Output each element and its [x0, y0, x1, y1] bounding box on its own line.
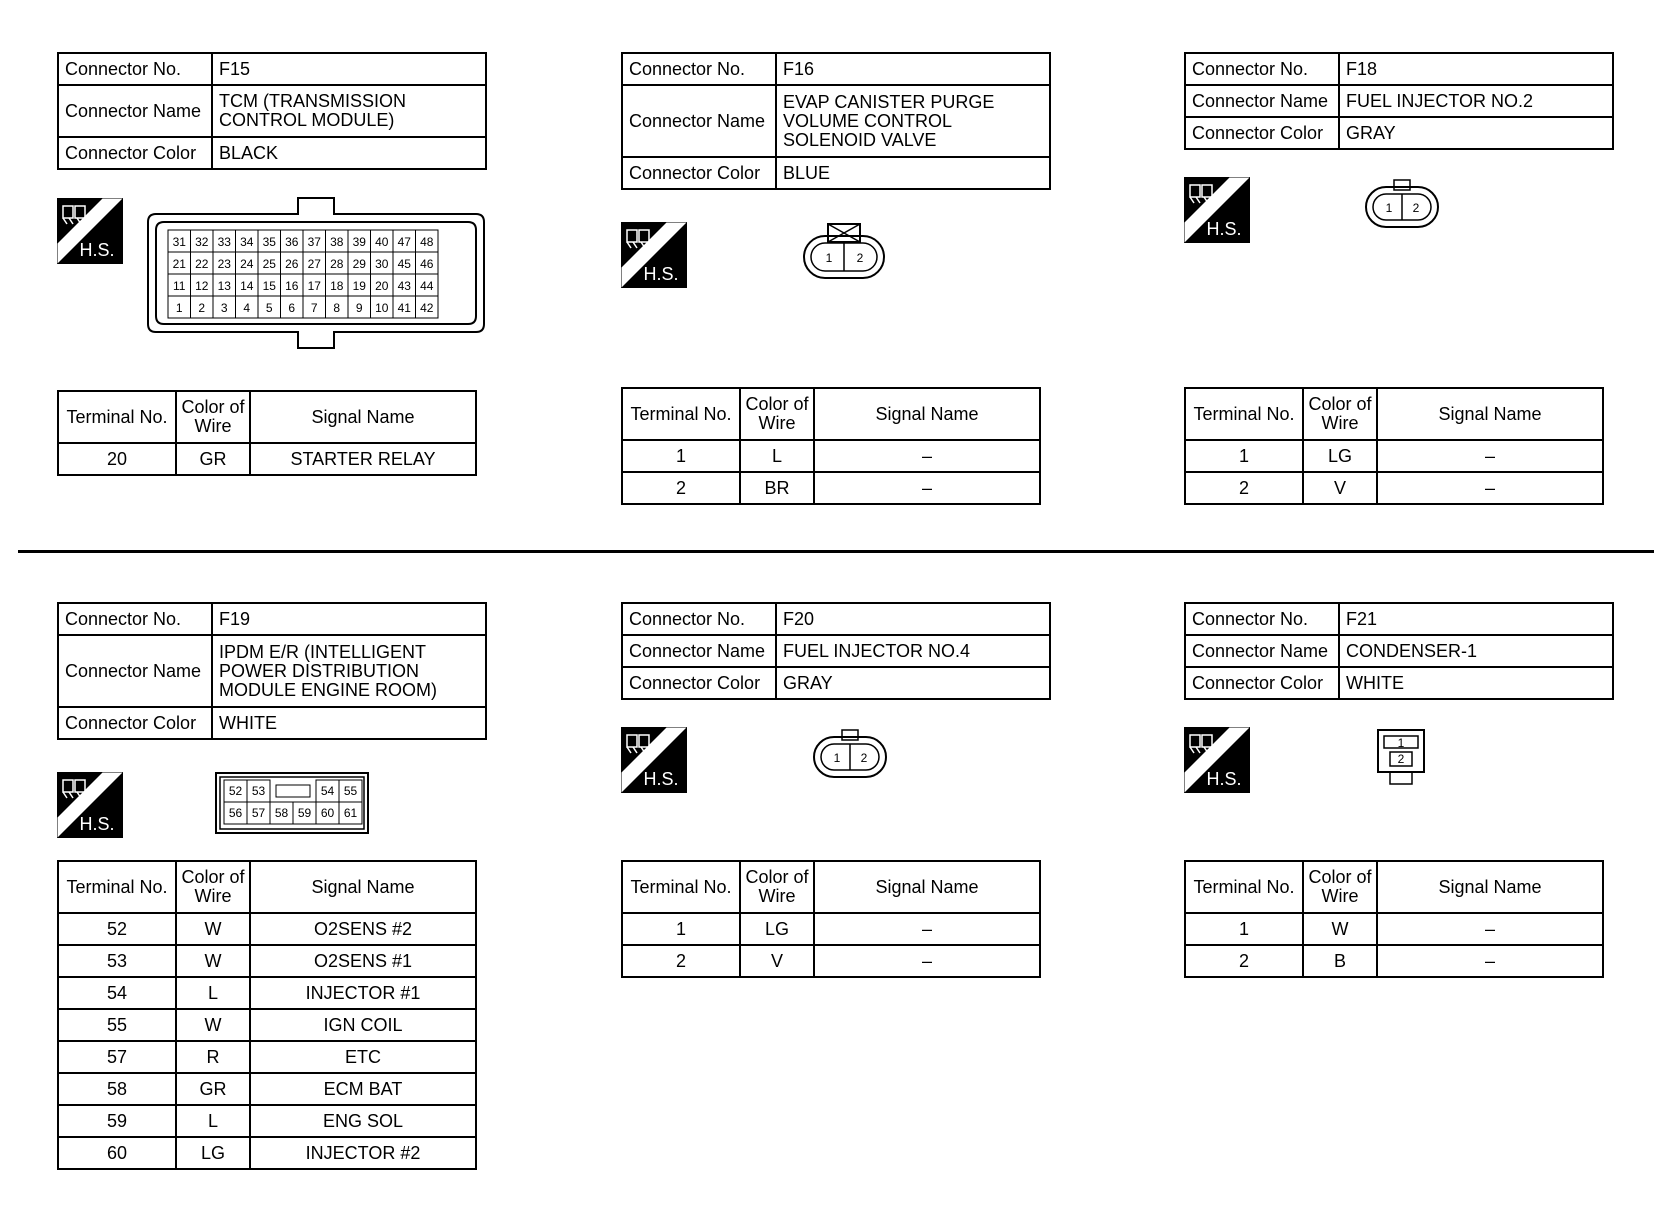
pin-label: 23 [217, 257, 231, 271]
header-signal: Signal Name [1377, 861, 1603, 913]
pin-label: 27 [307, 257, 321, 271]
terminal-table-f16 [621, 387, 1041, 505]
pin-label: 28 [330, 257, 344, 271]
header-terminal: Terminal No. [622, 861, 740, 913]
connector-color: BLUE [776, 157, 1050, 189]
label-connector-no: Connector No. [1185, 53, 1339, 85]
terminal-no: 1 [622, 440, 740, 472]
pin-label: 20 [375, 279, 389, 293]
signal-name: ECM BAT [250, 1073, 476, 1105]
pin-label: 11 [173, 279, 186, 293]
pin-label: 18 [330, 279, 344, 293]
signal-name: – [1377, 472, 1603, 504]
connector-no: F20 [776, 603, 1050, 635]
harness-side-icon [1184, 177, 1250, 243]
wire-color: LG [176, 1137, 250, 1169]
f16-connector-diagram [802, 222, 888, 282]
f15-connector-diagram [146, 196, 486, 356]
pin-label: 52 [228, 784, 243, 798]
pin-label: 12 [195, 279, 209, 293]
pin-label: 26 [285, 257, 299, 271]
pin-label: 9 [355, 301, 363, 315]
table-row [622, 913, 1040, 945]
header-color: Color of Wire [176, 391, 250, 443]
label-connector-no: Connector No. [58, 603, 212, 635]
pin-label: 54 [320, 784, 335, 798]
terminal-no: 52 [58, 913, 176, 945]
hs-label: H.S. [79, 240, 115, 260]
wire-color: LG [1303, 440, 1377, 472]
header-signal: Signal Name [814, 388, 1040, 440]
pin-label: 14 [240, 279, 254, 293]
label-connector-name: Connector Name [1185, 85, 1339, 117]
pin-label: 46 [420, 257, 434, 271]
hs-label: H.S. [1206, 219, 1242, 239]
pin-label: 57 [251, 806, 266, 820]
terminal-no: 1 [622, 913, 740, 945]
wire-color: B [1303, 945, 1377, 977]
pin-1-label: 1 [825, 251, 833, 265]
pin-label: 22 [195, 257, 209, 271]
connector-name: TCM (TRANSMISSION CONTROL MODULE) [212, 85, 486, 137]
harness-side-icon [57, 772, 123, 838]
header-color: Color of Wire [1303, 388, 1377, 440]
hs-label: H.S. [1206, 769, 1242, 789]
signal-name: O2SENS #1 [250, 945, 476, 977]
wire-color: R [176, 1041, 250, 1073]
header-terminal: Terminal No. [58, 861, 176, 913]
pin-label: 29 [352, 257, 366, 271]
header-terminal: Terminal No. [622, 388, 740, 440]
header-signal: Signal Name [814, 861, 1040, 913]
terminal-table-f18 [1184, 387, 1604, 505]
connector-color: WHITE [1339, 667, 1613, 699]
table-row [58, 913, 476, 945]
pin-label: 1 [175, 301, 183, 315]
signal-name: O2SENS #2 [250, 913, 476, 945]
connector-name: FUEL INJECTOR NO.2 [1339, 85, 1613, 117]
pin-label: 40 [375, 235, 389, 249]
connector-f21 [1184, 602, 1614, 700]
terminal-no: 53 [58, 945, 176, 977]
wire-color: V [1303, 472, 1377, 504]
f21-connector-diagram [1376, 728, 1426, 786]
terminal-no: 1 [1185, 913, 1303, 945]
terminal-no: 1 [1185, 440, 1303, 472]
signal-name: – [814, 945, 1040, 977]
label-connector-no: Connector No. [1185, 603, 1339, 635]
label-connector-name: Connector Name [622, 85, 776, 157]
signal-name: – [1377, 945, 1603, 977]
pin-label: 17 [307, 279, 321, 293]
terminal-no: 60 [58, 1137, 176, 1169]
pin-label: 53 [251, 784, 266, 798]
connector-name: FUEL INJECTOR NO.4 [776, 635, 1050, 667]
hs-label: H.S. [643, 769, 679, 789]
pin-1-label: 1 [1385, 201, 1393, 215]
label-connector-no: Connector No. [622, 53, 776, 85]
table-row [58, 1137, 476, 1169]
connector-no: F21 [1339, 603, 1613, 635]
table-row [58, 1041, 476, 1073]
harness-side-icon [621, 727, 687, 793]
header-terminal: Terminal No. [58, 391, 176, 443]
pin-label: 44 [420, 279, 434, 293]
signal-name: ETC [250, 1041, 476, 1073]
connector-color: GRAY [776, 667, 1050, 699]
header-color: Color of Wire [740, 388, 814, 440]
terminal-table-f19 [57, 860, 477, 1170]
wire-color: W [176, 913, 250, 945]
wire-color: W [176, 1009, 250, 1041]
label-connector-name: Connector Name [1185, 635, 1339, 667]
connector-f18 [1184, 52, 1614, 150]
pin-label: 16 [285, 279, 299, 293]
connector-color: WHITE [212, 707, 486, 739]
pin-2-label: 2 [1397, 752, 1405, 766]
pin-label: 36 [285, 235, 299, 249]
pin-label: 24 [240, 257, 254, 271]
wire-color: W [1303, 913, 1377, 945]
wire-color: GR [176, 443, 250, 475]
label-connector-color: Connector Color [622, 157, 776, 189]
harness-side-icon [621, 222, 687, 288]
header-signal: Signal Name [1377, 388, 1603, 440]
f18-connector-diagram [1364, 178, 1440, 230]
terminal-no: 54 [58, 977, 176, 1009]
header-color: Color of Wire [740, 861, 814, 913]
connector-no: F16 [776, 53, 1050, 85]
label-connector-color: Connector Color [58, 137, 212, 169]
pin-label: 45 [397, 257, 411, 271]
table-row [1185, 913, 1603, 945]
terminal-no: 58 [58, 1073, 176, 1105]
table-row [58, 945, 476, 977]
wire-color: BR [740, 472, 814, 504]
header-signal: Signal Name [250, 861, 476, 913]
pin-label: 5 [265, 301, 273, 315]
pin-label: 10 [375, 301, 389, 315]
pin-label: 15 [262, 279, 276, 293]
signal-name: – [814, 913, 1040, 945]
pin-label: 25 [262, 257, 276, 271]
pin-label: 2 [198, 301, 206, 315]
pin-label: 30 [375, 257, 389, 271]
connector-color: GRAY [1339, 117, 1613, 149]
f19-connector-diagram [215, 772, 369, 834]
signal-name: – [814, 440, 1040, 472]
table-row [58, 977, 476, 1009]
terminal-table-f15 [57, 390, 477, 476]
wire-color: L [176, 1105, 250, 1137]
connector-f20 [621, 602, 1051, 700]
pin-label: 47 [397, 235, 411, 249]
connector-name: EVAP CANISTER PURGE VOLUME CONTROL SOLENOID VALVE [776, 85, 1050, 157]
pin-label: 43 [397, 279, 411, 293]
connector-f15 [57, 52, 487, 170]
pin-label: 4 [243, 301, 251, 315]
pin-label: 35 [262, 235, 276, 249]
table-row [1185, 440, 1603, 472]
connector-name: CONDENSER-1 [1339, 635, 1613, 667]
table-row [58, 1073, 476, 1105]
wire-color: V [740, 945, 814, 977]
pin-label: 55 [343, 784, 358, 798]
pin-label: 58 [274, 806, 289, 820]
signal-name: – [1377, 913, 1603, 945]
label-connector-color: Connector Color [622, 667, 776, 699]
label-connector-color: Connector Color [1185, 667, 1339, 699]
f20-connector-diagram [812, 728, 888, 780]
pin-label: 21 [172, 257, 186, 271]
label-connector-no: Connector No. [622, 603, 776, 635]
pin-label: 61 [343, 806, 358, 820]
pin-label: 60 [320, 806, 335, 820]
table-row [622, 440, 1040, 472]
terminal-no: 2 [1185, 472, 1303, 504]
pin-label: 6 [288, 301, 296, 315]
terminal-no: 2 [1185, 945, 1303, 977]
pin-label: 59 [297, 806, 312, 820]
pin-label: 37 [307, 235, 321, 249]
header-terminal: Terminal No. [1185, 388, 1303, 440]
label-connector-name: Connector Name [58, 85, 212, 137]
pin-label: 41 [397, 301, 411, 315]
label-connector-no: Connector No. [58, 53, 212, 85]
table-row [58, 1105, 476, 1137]
label-connector-color: Connector Color [58, 707, 212, 739]
terminal-no: 59 [58, 1105, 176, 1137]
terminal-no: 55 [58, 1009, 176, 1041]
header-signal: Signal Name [250, 391, 476, 443]
section-divider [18, 550, 1654, 553]
table-row [58, 1009, 476, 1041]
table-row [622, 472, 1040, 504]
pin-2-label: 2 [1412, 201, 1420, 215]
wire-color: GR [176, 1073, 250, 1105]
pin-label: 33 [217, 235, 231, 249]
terminal-no: 2 [622, 945, 740, 977]
hs-label: H.S. [643, 264, 679, 284]
hs-label: H.S. [79, 814, 115, 834]
terminal-no: 57 [58, 1041, 176, 1073]
signal-name: IGN COIL [250, 1009, 476, 1041]
header-color: Color of Wire [176, 861, 250, 913]
pin-label: 8 [333, 301, 341, 315]
signal-name: INJECTOR #1 [250, 977, 476, 1009]
signal-name: ENG SOL [250, 1105, 476, 1137]
signal-name: INJECTOR #2 [250, 1137, 476, 1169]
terminal-table-f21 [1184, 860, 1604, 978]
pin-label: 56 [228, 806, 243, 820]
pin-label: 34 [240, 235, 254, 249]
table-row [58, 443, 476, 475]
pin-label: 38 [330, 235, 344, 249]
pin-label: 39 [352, 235, 366, 249]
wire-color: W [176, 945, 250, 977]
connector-no: F19 [212, 603, 486, 635]
connector-color: BLACK [212, 137, 486, 169]
table-row [1185, 945, 1603, 977]
pin-label: 7 [310, 301, 318, 315]
connector-name: IPDM E/R (INTELLIGENT POWER DISTRIBUTION MODULE ENGINE ROOM) [212, 635, 486, 707]
table-row [1185, 472, 1603, 504]
pin-label: 19 [352, 279, 366, 293]
pin-1-label: 1 [1397, 736, 1405, 750]
pin-label: 48 [420, 235, 434, 249]
pin-1-label: 1 [833, 751, 841, 765]
header-color: Color of Wire [1303, 861, 1377, 913]
table-row [622, 945, 1040, 977]
terminal-table-f20 [621, 860, 1041, 978]
harness-side-icon [57, 198, 123, 264]
signal-name: – [814, 472, 1040, 504]
pin-label: 31 [172, 235, 186, 249]
signal-name: – [1377, 440, 1603, 472]
signal-name: STARTER RELAY [250, 443, 476, 475]
header-terminal: Terminal No. [1185, 861, 1303, 913]
wire-color: L [740, 440, 814, 472]
label-connector-name: Connector Name [622, 635, 776, 667]
terminal-no: 20 [58, 443, 176, 475]
connector-no: F18 [1339, 53, 1613, 85]
connector-no: F15 [212, 53, 486, 85]
harness-side-icon [1184, 727, 1250, 793]
label-connector-color: Connector Color [1185, 117, 1339, 149]
connector-f16 [621, 52, 1051, 190]
connector-f19 [57, 602, 487, 740]
wire-color: L [176, 977, 250, 1009]
pin-2-label: 2 [856, 251, 864, 265]
wire-color: LG [740, 913, 814, 945]
pin-2-label: 2 [860, 751, 868, 765]
label-connector-name: Connector Name [58, 635, 212, 707]
pin-label: 32 [195, 235, 209, 249]
pin-label: 13 [217, 279, 231, 293]
pin-label: 42 [420, 301, 434, 315]
pin-label: 3 [220, 301, 228, 315]
terminal-no: 2 [622, 472, 740, 504]
